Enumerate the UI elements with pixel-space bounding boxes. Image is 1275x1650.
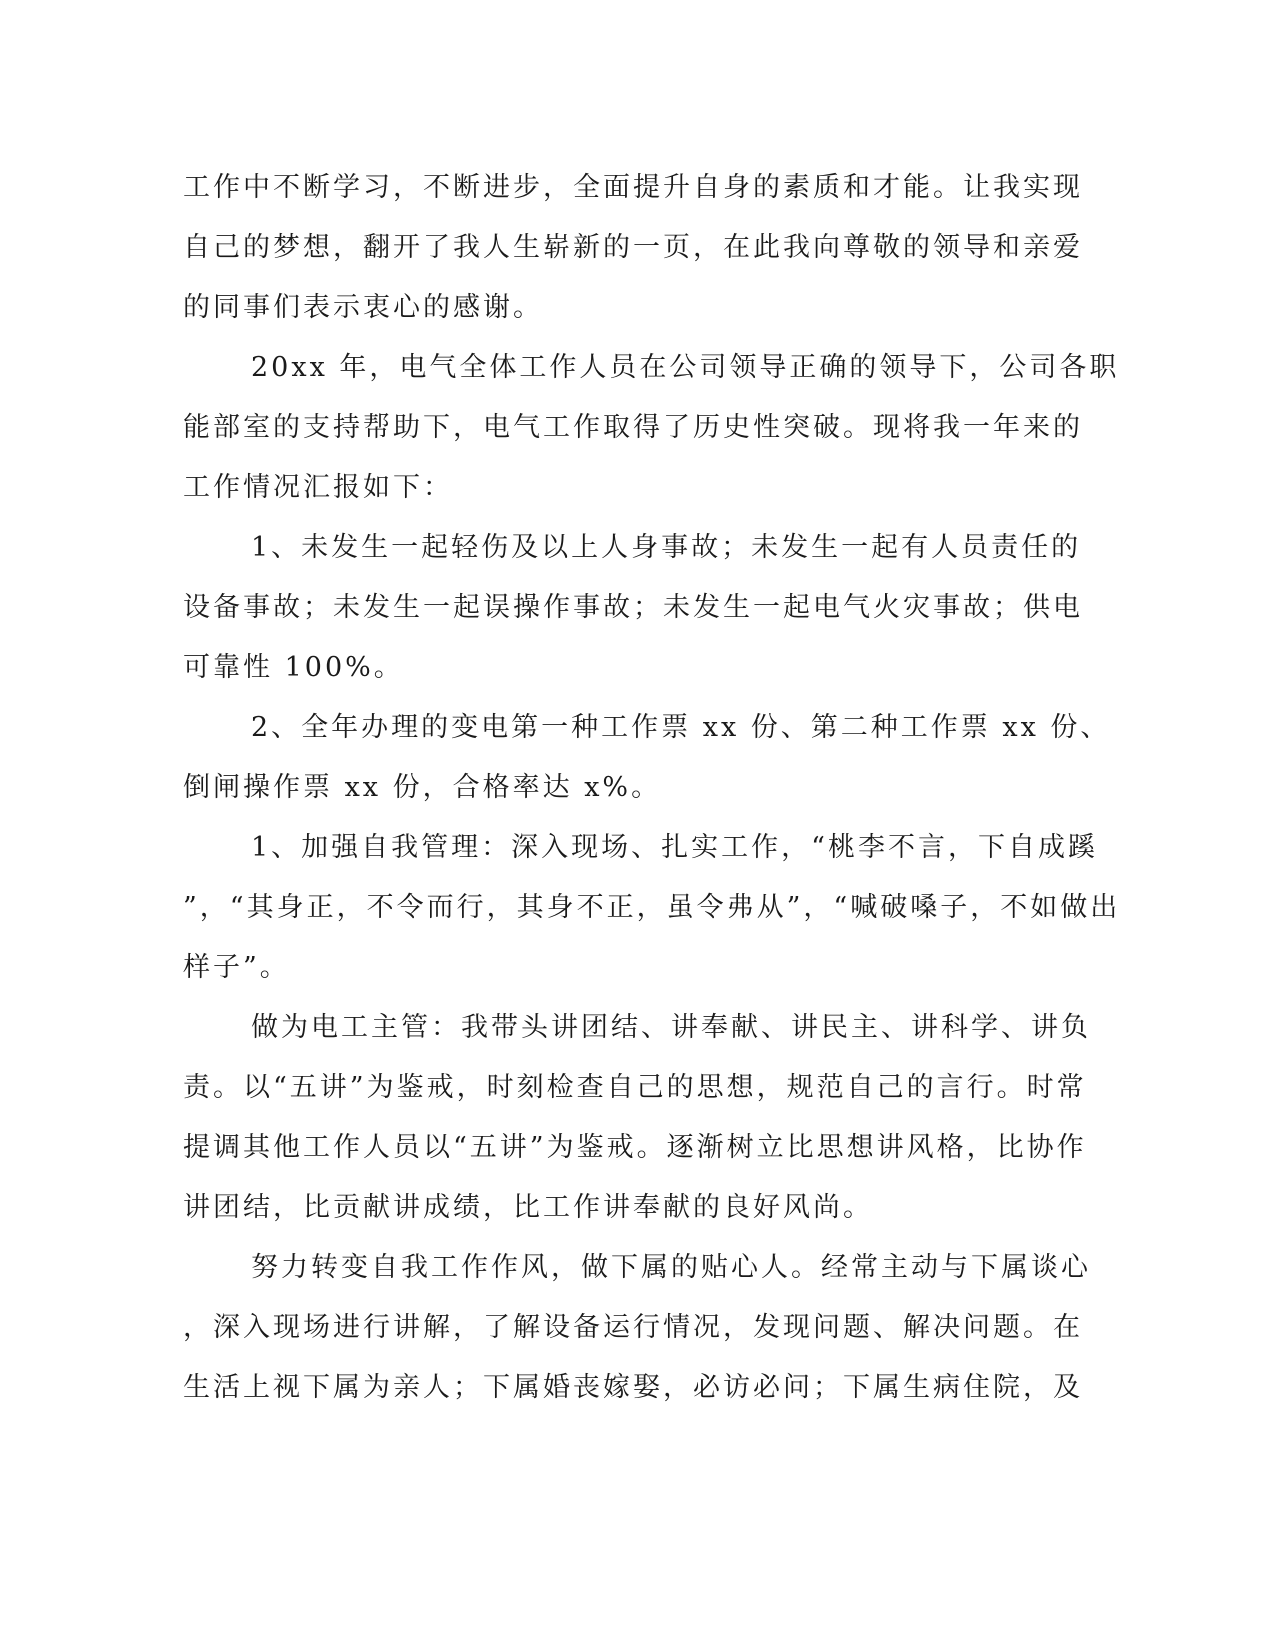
paragraph-5-line-3: 样子”。 [183, 952, 290, 983]
paragraph-3-line-1: 1、未发生一起轻伤及以上人身事故；未发生一起有人员责任的 [251, 532, 1082, 563]
paragraph-2-line-2: 能部室的支持帮助下，电气工作取得了历史性突破。现将我一年来的 [183, 412, 1083, 443]
paragraph-1-line-2: 自己的梦想，翻开了我人生崭新的一页，在此我向尊敬的领导和亲爱 [183, 232, 1083, 263]
document-body [183, 158, 1121, 1418]
paragraph-6-line-2: 责。以“五讲”为鉴戒，时刻检查自己的思想，规范自己的言行。时常 [183, 1072, 1087, 1103]
paragraph-6-line-3: 提调其他工作人员以“五讲”为鉴戒。逐渐树立比思想讲风格，比协作 [183, 1132, 1087, 1163]
paragraph-2-line-3: 工作情况汇报如下： [183, 472, 453, 503]
paragraph-1-line-1: 工作中不断学习，不断进步，全面提升自身的素质和才能。让我实现 [183, 172, 1083, 203]
paragraph-1-line-3: 的同事们表示衷心的感谢。 [183, 292, 543, 323]
paragraph-7-line-1: 努力转变自我工作作风，做下属的贴心人。经常主动与下属谈心 [251, 1252, 1091, 1283]
paragraph-4-line-1: 2、全年办理的变电第一种工作票 xx 份、第二种工作票 xx 份、 [251, 712, 1111, 743]
paragraph-6-line-1: 做为电工主管：我带头讲团结、讲奉献、讲民主、讲科学、讲负 [251, 1012, 1091, 1043]
paragraph-7-line-3: 生活上视下属为亲人；下属婚丧嫁娶，必访必问；下属生病住院，及 [183, 1372, 1083, 1403]
paragraph-4-line-2: 倒闸操作票 xx 份，合格率达 x%。 [183, 772, 662, 803]
paragraph-5-line-2: ”，“其身正，不令而行，其身不正，虽令弗从”，“喊破嗓子，不如做出 [183, 892, 1121, 923]
paragraph-5-line-1: 1、加强自我管理：深入现场、扎实工作，“桃李不言，下自成蹊 [251, 832, 1098, 863]
paragraph-6-line-4: 讲团结，比贡献讲成绩，比工作讲奉献的良好风尚。 [183, 1192, 873, 1223]
paragraph-3-line-3: 可靠性 100%。 [183, 652, 404, 683]
paragraph-7-line-2: ，深入现场进行讲解，了解设备运行情况，发现问题、解决问题。在 [183, 1312, 1083, 1343]
paragraph-3-line-2: 设备事故；未发生一起误操作事故；未发生一起电气火灾事故；供电 [183, 592, 1083, 623]
paragraph-2-line-1: 20xx 年，电气全体工作人员在公司领导正确的领导下，公司各职 [251, 352, 1120, 383]
